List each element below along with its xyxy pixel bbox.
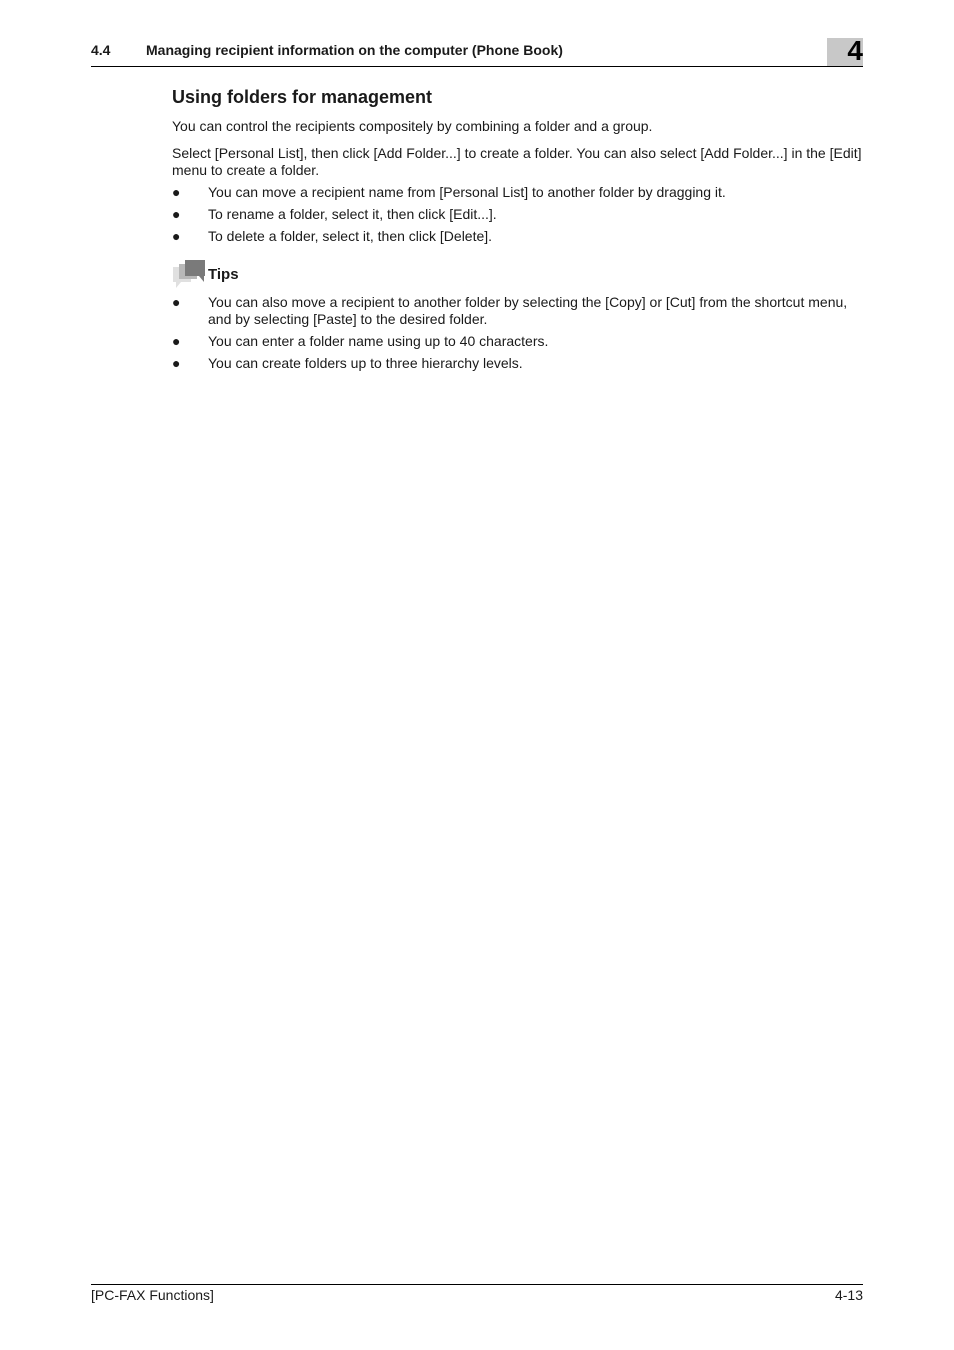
bullet-icon: ●	[172, 228, 181, 244]
list-item	[172, 206, 864, 223]
list-item	[172, 228, 864, 245]
tips-header	[172, 260, 864, 290]
bullet-list	[172, 184, 864, 245]
bullet-icon: ●	[172, 355, 181, 371]
list-item-text: To delete a folder, select it, then click [Delete].	[208, 228, 493, 244]
tips-list	[172, 294, 864, 372]
page-number: 4-13	[834, 1287, 863, 1303]
bullet-icon: ●	[172, 184, 181, 200]
intro-paragraph: You can control the recipients compositely by combining a folder and a group.	[172, 118, 653, 134]
list-item-text: To rename a folder, select it, then click [Edit...].	[208, 206, 497, 222]
bullet-icon: ●	[172, 206, 181, 222]
list-item-text: You can enter a folder name using up to 40 characters.	[208, 333, 549, 349]
page-header	[91, 35, 863, 67]
footer-manual-title: [PC-FAX Functions]	[91, 1287, 214, 1303]
chapter-number: 4	[847, 35, 863, 66]
list-item	[172, 355, 864, 372]
list-item	[172, 333, 864, 350]
page-heading: Using folders for management	[172, 87, 433, 107]
list-item-text: You can also move a recipient to another folder by selecting the [Copy] or [Cut] from the shortcut menu, and by selecting [Paste] to the desired folder.	[208, 294, 848, 327]
section-number: 4.4	[91, 42, 111, 58]
tips-speech-bubbles-icon	[172, 260, 206, 290]
list-item	[172, 184, 864, 201]
list-item-text: You can create folders up to three hierarchy levels.	[208, 355, 523, 371]
chapter-tab	[827, 35, 863, 66]
bullet-icon: ●	[172, 333, 181, 349]
bullet-icon: ●	[172, 294, 181, 310]
tips-label: Tips	[208, 266, 239, 283]
list-item	[172, 294, 864, 328]
page-footer	[91, 1284, 863, 1309]
main-content	[172, 86, 864, 377]
instruction-paragraph: Select [Personal List], then click [Add Folder...] to create a folder. You can also select [Add Folder...] in the [Edit] menu to create a folder.	[172, 145, 862, 178]
list-item-text: You can move a recipient name from [Personal List] to another folder by dragging it.	[208, 184, 726, 200]
section-title: Managing recipient information on the computer (Phone Book)	[146, 42, 563, 58]
